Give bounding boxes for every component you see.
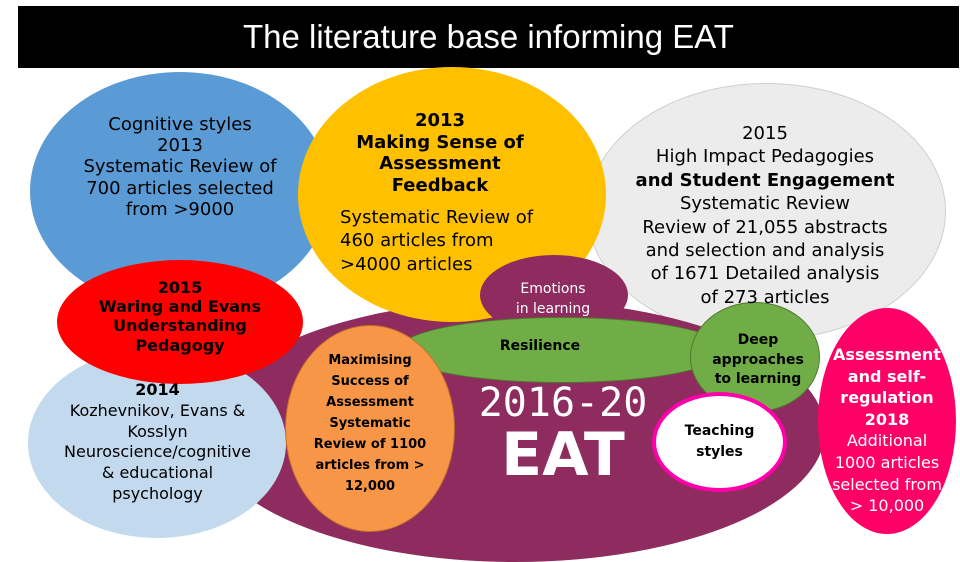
page-title: The literature base informing EAT	[243, 18, 734, 55]
cognitive-detail-3: from >9000	[125, 198, 235, 220]
making-title-3: Feedback	[391, 174, 489, 196]
deep-line-2: approaches	[712, 351, 804, 368]
assessment-regulation-text	[820, 344, 954, 517]
kozh-year: 2014	[135, 380, 180, 399]
emotions-line-2: in learning	[515, 300, 591, 317]
deep-line-3: to learning	[714, 371, 802, 388]
making-sense-detail	[340, 206, 560, 276]
cognitive-detail-1: Systematic Review of	[83, 156, 277, 178]
making-detail-2: 460 articles from	[340, 230, 494, 252]
making-title-1: Making Sense of	[356, 131, 524, 153]
maximising-line-5: Review of 1100	[313, 437, 427, 453]
assess-detail-4: > 10,000	[849, 496, 925, 516]
high-title-1: High Impact Pedagogies	[655, 146, 875, 168]
deep-approaches-text	[706, 331, 810, 390]
maximising-line-3: Assessment	[326, 395, 414, 411]
teaching-styles-text	[667, 421, 772, 463]
assess-title-3: regulation	[840, 388, 934, 408]
high-title-2: and Student Engagement	[635, 169, 895, 191]
cognitive-detail-2: 700 articles selected	[86, 177, 274, 199]
maximising-line-2: Success of	[331, 374, 409, 390]
making-detail-3: >4000 articles	[340, 253, 473, 275]
making-year: 2013	[414, 110, 466, 131]
kozh-field-1: Neuroscience/cognitive	[64, 442, 251, 462]
making-detail-1: Systematic Review of	[340, 207, 534, 228]
kozhevnikov-text	[45, 380, 270, 505]
eat-years: 2016-20	[478, 380, 648, 426]
title-bar	[18, 6, 959, 68]
cognitive-styles-text	[60, 114, 300, 220]
maximising-line-6: articles from >	[315, 458, 425, 474]
high-impact-text	[620, 122, 910, 309]
waring-evans-text	[80, 278, 280, 355]
kozh-authors-1: Kozhevnikov, Evans &	[69, 400, 246, 420]
assess-detail-1: Additional	[846, 431, 928, 451]
resilience-label: Resilience	[499, 338, 581, 354]
assess-title-1: Assessment	[833, 345, 941, 364]
assess-detail-3: selected from	[832, 474, 942, 494]
assess-year: 2018	[864, 409, 910, 429]
eat-name: EAT	[501, 420, 625, 490]
waring-title-1: Understanding	[113, 316, 247, 336]
assess-title-2: and self-	[847, 366, 927, 386]
maximising-text	[303, 350, 437, 497]
cognitive-title: Cognitive styles	[108, 114, 252, 135]
kozh-authors-2: Kosslyn	[127, 421, 188, 441]
cognitive-year: 2013	[157, 135, 203, 157]
assess-detail-2: 1000 articles	[834, 452, 940, 472]
teaching-line-1: Teaching	[684, 423, 755, 439]
making-sense-text	[335, 110, 545, 196]
emotions-line-1: Emotions	[520, 281, 586, 297]
high-detail-1: Systematic Review	[679, 193, 851, 215]
waring-title-2: Pedagogy	[135, 335, 225, 355]
high-detail-2: Review of 21,055 abstracts	[642, 216, 888, 238]
teaching-line-2: styles	[696, 444, 743, 460]
high-detail-4: of 1671 Detailed analysis	[650, 263, 880, 285]
waring-authors: Waring and Evans	[99, 297, 261, 317]
maximising-line-7: 12,000	[344, 479, 396, 495]
high-detail-3: and selection and analysis	[645, 239, 885, 261]
waring-year: 2015	[157, 278, 203, 297]
making-title-2: Assessment	[379, 153, 501, 175]
kozh-field-3: psychology	[112, 483, 203, 503]
kozh-field-2: & educational	[101, 463, 214, 483]
high-detail-5: of 273 articles	[700, 286, 830, 308]
maximising-line-1: Maximising	[328, 353, 412, 368]
maximising-line-4: Systematic	[329, 416, 411, 432]
high-year: 2015	[742, 123, 788, 144]
deep-line-1: Deep	[737, 332, 779, 348]
emotions-text	[495, 280, 611, 319]
